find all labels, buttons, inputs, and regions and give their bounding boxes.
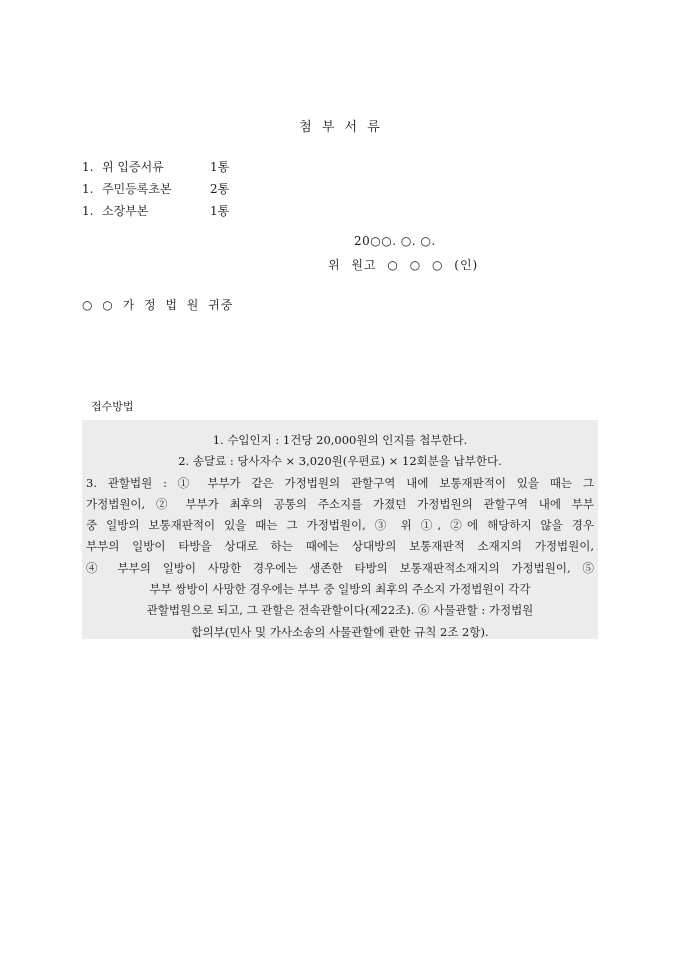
court-addressee: ○ ○ 가 정 법 원 귀중 — [82, 298, 234, 312]
page-title: 첨 부 서 류 — [299, 120, 381, 135]
list-item — [82, 156, 382, 178]
signer-line: 위 원고 ○ ○ ○ (인) — [328, 258, 479, 272]
filing-method-line: 1. 수입인지 : 1건당 20,000원의 인지를 첩부한다. — [212, 433, 468, 447]
filing-method-box — [82, 420, 598, 639]
attachment-name: 주민등록초본 — [102, 182, 172, 196]
filing-method-line: 관할법원으로 되고, 그 관할은 전속관할이다(제22조). ⑥ 사물관할 : 가정법원 — [146, 603, 534, 618]
attachment-count: 1통 — [210, 160, 230, 174]
attachment-name: 위 입증서류 — [102, 160, 164, 174]
filing-method-line: ④ 부부의 일방이 사망한 경우에는 생존한 타방의 보통재판적소재지의 가정법원이, ⑤ — [86, 560, 594, 575]
attachment-count: 1통 — [210, 204, 230, 218]
attachment-number: 1. — [82, 160, 94, 174]
filing-method-line: 부부의 일방이 타방을 상대로 하는 때에는 상대방의 보통재판적 소재지의 가정법원이, — [86, 539, 594, 554]
filing-method-line: 합의부(민사 및 가사소송의 사물관할에 관한 규칙 2조 2항). — [191, 624, 489, 639]
attachment-name: 소장부본 — [102, 204, 149, 218]
list-item — [82, 178, 382, 200]
document-date: 20○○. ○. ○. — [354, 234, 436, 248]
filing-method-line: 부부 쌍방이 사망한 경우에는 부부 중 일방의 최후의 주소지 가정법원이 각각 — [149, 582, 531, 597]
filing-method-label: 접수방법 — [91, 400, 134, 413]
filing-method-line: 중 일방의 보통재판적이 있을 때는 그 가정법원이, ③ 위 ①, ②에 해당하지 않을 경우 — [86, 518, 594, 533]
filing-method-line: 2. 송달료 : 당사자수 × 3,020원(우편료) × 12회분을 납부한다. — [178, 454, 502, 469]
filing-method-line: 3. 관할법원 : ① 부부가 같은 가정법원의 관할구역 내에 보통재판적이 있을 때는 그 — [86, 475, 594, 490]
attachment-number: 1. — [82, 182, 94, 196]
attachment-number: 1. — [82, 204, 94, 218]
filing-method-line: 가정법원이, ② 부부가 최후의 공통의 주소지를 가졌던 가정법원의 관할구역 내에 부부 — [86, 496, 594, 511]
list-item — [82, 200, 382, 222]
attachment-count: 2통 — [210, 182, 230, 196]
attachment-list — [82, 156, 382, 222]
